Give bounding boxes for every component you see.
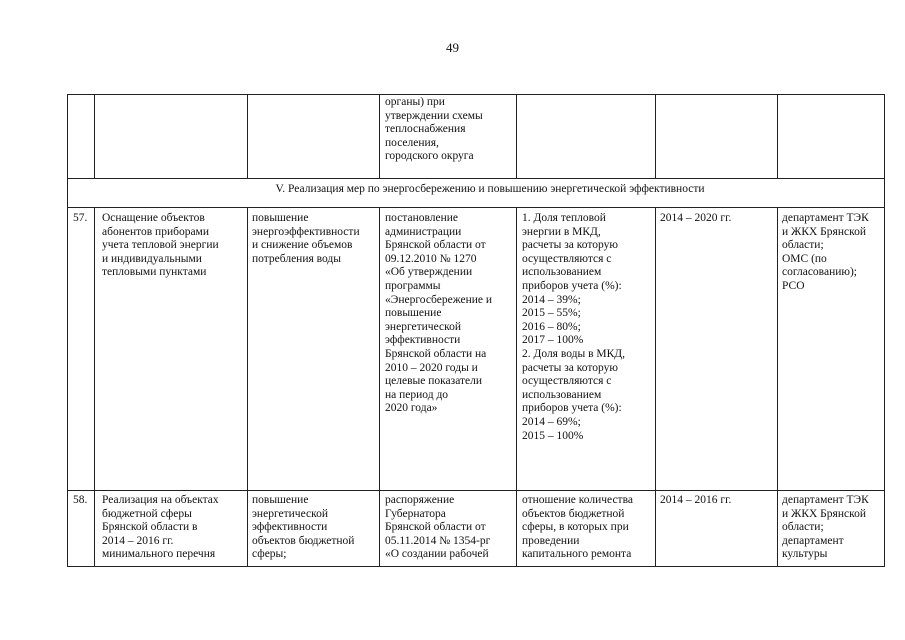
column-divider (247, 94, 248, 178)
indicators-cell: 1. Доля тепловой энергии в МКД, расчеты за которую осуществляются с использованием приборов учета (%): 2014 – 39%; 2015 – 55%; 2016 – 80%; 2017 – 100% 2. Доля воды в МКД, расчеты за которую осуществляются с использованием приборов учета (%): 2014 – 69%; 2015 – 100% (522, 212, 625, 442)
row-number: 58. (73, 494, 88, 506)
measure-name-cell: Реализация на объектах бюджетной сферы Брянской области в 2014 – 2016 гг. минимального перечня (102, 494, 219, 561)
column-divider (655, 94, 656, 178)
indicators-cell: отношение количества объектов бюджетной сферы, в которых при проведении капитального ремонта (522, 494, 633, 561)
section-top-border (67, 178, 885, 179)
section-bottom-border (67, 207, 885, 208)
legal-basis-cell: постановление администрации Брянской области от 09.12.2010 № 1270 «Об утверждении программы «Энергосбережение и повышение энергетической эффективности Брянской области на 2010 – 2020 годы и целевые показатели на период до 2020 года» (385, 212, 493, 415)
row-separator (67, 490, 885, 491)
table-top-border (67, 94, 885, 95)
column-divider (777, 207, 778, 567)
legal-basis-cell: распоряжение Губернатора Брянской области от 05.11.2014 № 1354-рг «О создании рабочей (385, 494, 491, 561)
goal-cell: повышение энергоэффективности и снижение объемов потребления воды (252, 212, 360, 265)
continuation-basis-cell: органы) при утверждении схемы теплоснабжения поселения, городского округа (385, 96, 483, 163)
table-bottom-border (67, 566, 885, 567)
page-number: 49 (446, 40, 459, 55)
responsible-cell: департамент ТЭК и ЖКХ Брянской области; департамент культуры (782, 494, 869, 561)
table-right-border (884, 94, 885, 567)
column-divider (94, 94, 95, 178)
column-divider (247, 207, 248, 567)
period-cell: 2014 – 2016 гг. (660, 494, 732, 506)
responsible-cell: департамент ТЭК и ЖКХ Брянской области; ОМС (по согласованию); РСО (782, 212, 869, 292)
column-divider (655, 207, 656, 567)
measure-name-cell: Оснащение объектов абонентов приборами учета тепловой энергии и индивидуальными тепловыми пунктами (102, 212, 219, 279)
goal-cell: повышение энергетической эффективности объектов бюджетной сферы; (252, 494, 355, 561)
column-divider (777, 94, 778, 178)
section-heading: V. Реализация мер по энергосбережению и повышению энергетической эффективности (275, 183, 705, 195)
column-divider (94, 207, 95, 567)
period-cell: 2014 – 2020 гг. (660, 212, 732, 224)
column-divider (379, 94, 380, 178)
column-divider (379, 207, 380, 567)
row-number: 57. (73, 212, 88, 224)
column-divider (516, 207, 517, 567)
column-divider (516, 94, 517, 178)
table-left-border (67, 94, 68, 567)
